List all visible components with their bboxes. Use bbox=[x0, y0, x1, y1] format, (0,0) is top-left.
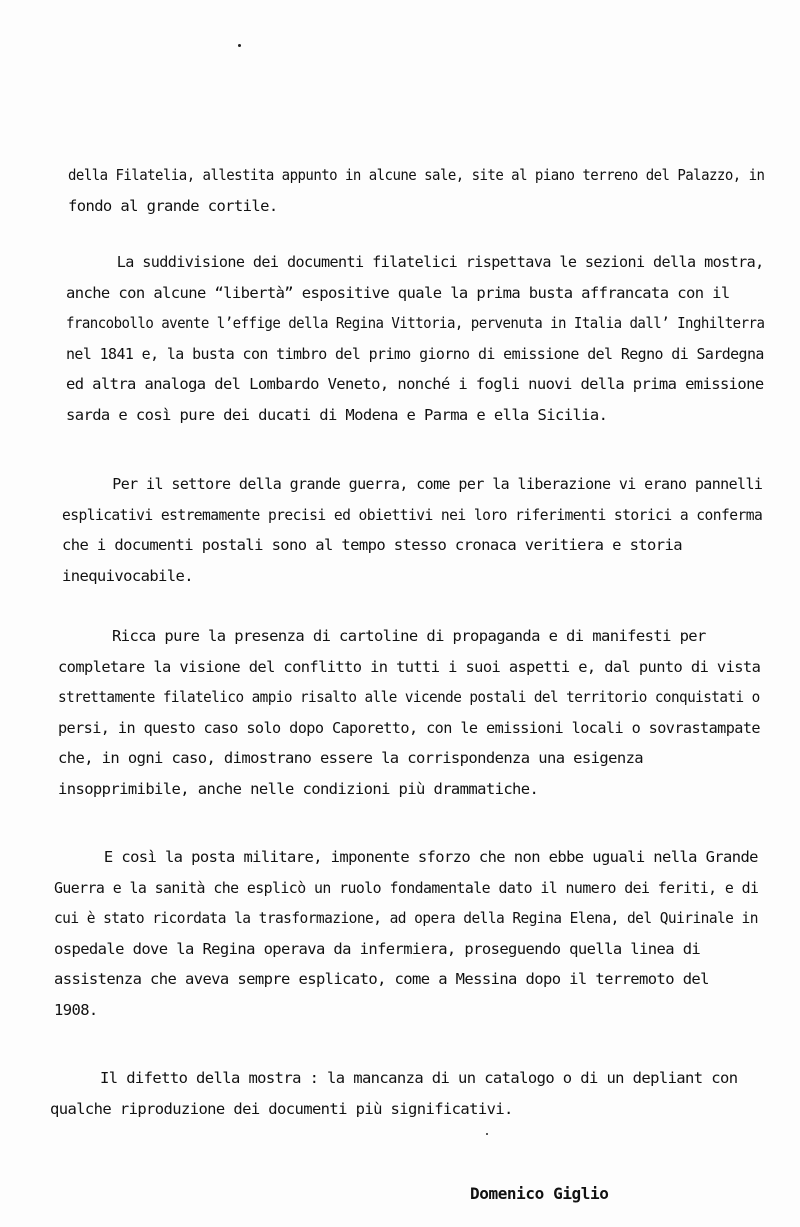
text-line: completare la visione del conflitto in tutti i suoi aspetti e, dal punto di vista bbox=[58, 657, 761, 676]
ink-speck bbox=[238, 44, 241, 47]
text-line: persi, in questo caso solo dopo Caporetto, con le emissioni locali o sovrastampate bbox=[58, 718, 760, 737]
text-line: della Filatelia, allestita appunto in alcune sale, site al piano terreno del Palazzo, in bbox=[68, 166, 765, 184]
paragraph-6 bbox=[50, 1063, 750, 1124]
text-line: che i documenti postali sono al tempo stesso cronaca veritiera e storia bbox=[62, 536, 682, 554]
text-line: strettamente filatelico ampio risalto alle vicende postali del territorio conquistati o bbox=[58, 688, 760, 706]
paragraph-4 bbox=[58, 621, 760, 804]
text-line: 1908. bbox=[54, 1000, 98, 1019]
text-line: Il difetto della mostra : la mancanza di un catalogo o di un depliant con bbox=[100, 1069, 738, 1087]
ink-speck bbox=[486, 1133, 488, 1135]
text-line: fondo al grande cortile. bbox=[68, 196, 278, 215]
paragraph-3 bbox=[62, 469, 762, 591]
text-line: Ricca pure la presenza di cartoline di propaganda e di manifesti per bbox=[112, 627, 706, 645]
text-line: insopprimibile, anche nelle condizioni più drammatiche. bbox=[58, 779, 539, 798]
text-line: francobollo avente l’effige della Regina Vittoria, pervenuta in Italia dall’ Inghilterra bbox=[66, 314, 765, 332]
text-line: esplicativi estremamente precisi ed obiettivi nei loro riferimenti storici a conferma bbox=[62, 505, 763, 524]
author-signature: Domenico Giglio bbox=[470, 1184, 609, 1203]
text-line: qualche riproduzione dei documenti più significativi. bbox=[50, 1099, 513, 1118]
text-line: nel 1841 e, la busta con timbro del primo giorno di emissione del Regno di Sardegna bbox=[66, 344, 764, 363]
text-line: ospedale dove la Regina operava da infermiera, proseguendo quella linea di bbox=[54, 939, 701, 958]
text-line: Guerra e la sanità che esplicò un ruolo fondamentale dato il numero dei feriti, e di bbox=[54, 878, 759, 897]
paragraph-2 bbox=[66, 247, 764, 430]
text-line: La suddivisione dei documenti filatelici rispettava le sezioni della mostra, bbox=[116, 253, 764, 271]
text-line: Per il settore della grande guerra, come per la liberazione vi erano pannelli bbox=[112, 475, 763, 493]
paragraph-5 bbox=[54, 842, 758, 1025]
paragraph-1 bbox=[68, 160, 764, 221]
text-line: inequivocabile. bbox=[62, 566, 193, 585]
text-line: anche con alcune “libertà” espositive quale la prima busta affrancata con il bbox=[66, 283, 730, 302]
text-line: ed altra analoga del Lombardo Veneto, nonché i fogli nuovi della prima emissione bbox=[66, 375, 764, 393]
text-line: E così la posta militare, imponente sforzo che non ebbe uguali nella Grande bbox=[103, 848, 758, 866]
text-line: assistenza che aveva sempre esplicato, come a Messina dopo il terremoto del bbox=[54, 970, 709, 988]
text-line: cui è stato ricordata la trasformazione, ad opera della Regina Elena, del Quirinale in bbox=[54, 909, 758, 927]
text-line: che, in ogni caso, dimostrano essere la corrispondenza una esigenza bbox=[58, 749, 644, 767]
text-line: sarda e così pure dei ducati di Modena e Parma e ella Sicilia. bbox=[66, 405, 608, 424]
